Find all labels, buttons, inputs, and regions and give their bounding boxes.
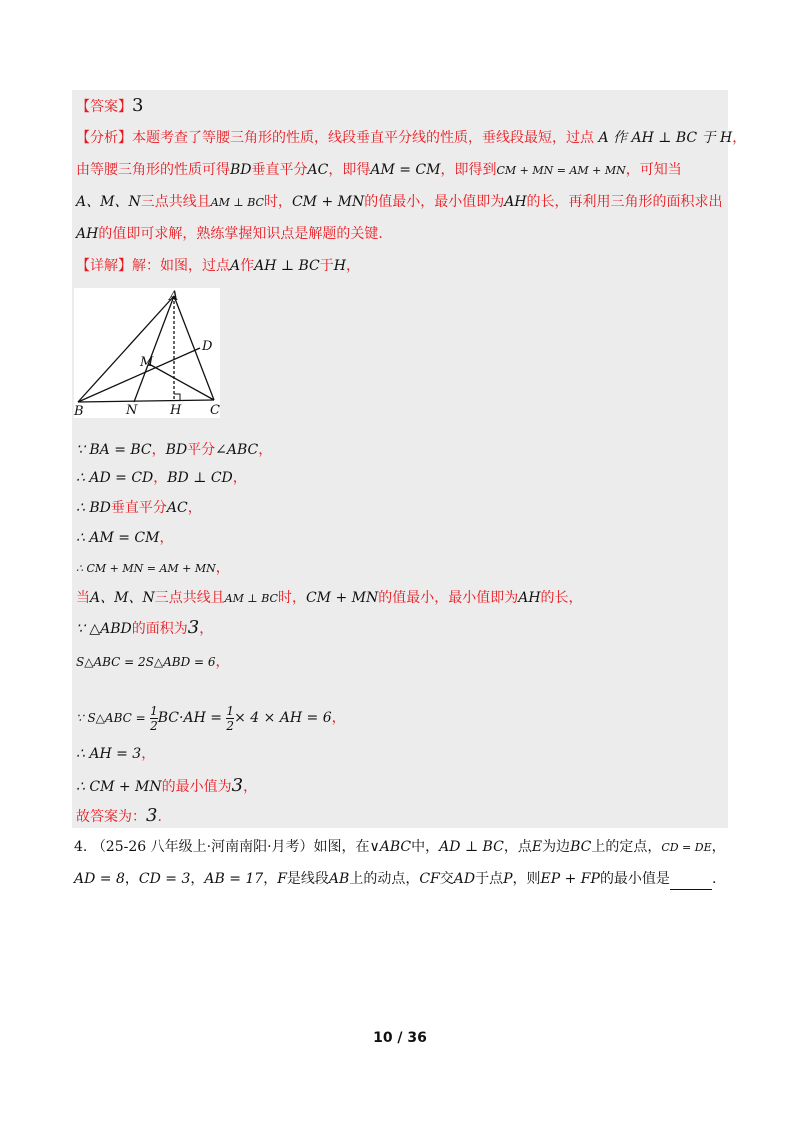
- detail-line: [76, 256, 360, 276]
- step-3: [76, 498, 202, 518]
- problem-math-1d: BC: [570, 839, 592, 855]
- label-M: M: [140, 355, 154, 370]
- step-7-text-b: ，: [199, 621, 214, 637]
- step-12-text-b: .: [157, 809, 162, 825]
- step-7: [76, 618, 213, 639]
- label-D: D: [202, 339, 213, 354]
- detail-text-a: 解：如图，过点: [132, 258, 230, 274]
- step-6: [76, 588, 583, 609]
- problem-math-1e: CD = DE: [661, 841, 712, 854]
- step-6-text-c: 时，: [277, 590, 306, 606]
- problem-math-2b: CD = 3: [138, 871, 191, 887]
- analysis-text-2b: 垂直平分: [251, 162, 308, 178]
- analysis-line-4: [76, 224, 383, 244]
- analysis-text-2c: ，即得: [328, 162, 371, 178]
- step-8-math: S△ABC = 2S△ABD = 6: [76, 655, 216, 669]
- step-5: [76, 558, 230, 579]
- segment-BC: [78, 400, 214, 402]
- detail-text-b: 作: [240, 258, 255, 274]
- detail-math-c: H: [333, 258, 346, 274]
- problem-math-1a: ∨ABC: [369, 839, 412, 855]
- step-9-math-2: BC·AH =: [157, 710, 222, 726]
- detail-label: 【详解】: [76, 258, 132, 274]
- problem-text-2h: ，则: [512, 871, 541, 887]
- step-1-math: ∵ BA = BC: [76, 442, 152, 458]
- step-6-text-a: 当: [76, 590, 90, 606]
- step-7-math: ∵ △ABD: [76, 621, 132, 637]
- step-6-math-2: AM ⊥ BC: [224, 592, 278, 605]
- step-6-text-d: 的值最小，最小值即为: [378, 590, 519, 606]
- analysis-math-2c: AM = CM: [370, 162, 441, 178]
- analysis-math-3c: CM + MN: [291, 194, 365, 210]
- step-2: [76, 468, 247, 488]
- step-11: [76, 776, 257, 797]
- step-9-math-3: × 4 × AH = 6: [234, 710, 332, 726]
- fraction-half-2: [226, 704, 234, 733]
- right-angle-mark: [174, 394, 180, 400]
- problem-text-2d: 是线段: [286, 871, 329, 887]
- analysis-math-1: A 作 AH ⊥ BC 于 H: [598, 130, 733, 146]
- fraction-half-1: [150, 704, 158, 733]
- analysis-line-3: [76, 192, 723, 213]
- step-10: [76, 744, 155, 764]
- step-1-text-c: ，: [258, 442, 273, 458]
- analysis-text-2d: ，即得到: [440, 162, 497, 178]
- step-1-math-3: ∠ABC: [215, 442, 259, 458]
- step-11-text-b: ，: [243, 779, 258, 795]
- analysis-line-1: 【分析】本题考查了等腰三角形的性质，线段垂直平分线的性质，垂线段最短，过点 A 作 AH ⊥ BC 于 H，: [76, 130, 747, 146]
- answer-blank[interactable]: [670, 875, 712, 890]
- problem-math-2i: EP + FP: [540, 871, 600, 887]
- analysis-text-2e: ，可知当: [625, 162, 682, 178]
- step-12-text-a: 故答案为：: [76, 809, 146, 825]
- step-9-text-a: ，: [331, 710, 346, 726]
- answer-label: 【答案】: [76, 99, 132, 115]
- detail-text-d: ，: [346, 258, 360, 274]
- step-2-text-a: ，: [153, 470, 168, 486]
- step-2-text-b: ，: [232, 470, 247, 486]
- frac-1-den: 2: [150, 718, 158, 733]
- step-3-math-2: AC: [166, 500, 188, 516]
- problem-text-2g: 于点: [475, 871, 504, 887]
- problem-source: （25-26 八年级上·河南南阳·月考）: [91, 839, 314, 855]
- step-6-math-1: A、M、N: [90, 590, 155, 606]
- problem-math-2e: AB: [328, 871, 350, 887]
- problem-math-2g: AD: [453, 871, 476, 887]
- segment-BD: [78, 348, 200, 402]
- answer-line: [76, 96, 143, 117]
- segment-BA: [78, 296, 174, 402]
- problem-text-2a: ，: [124, 871, 139, 887]
- step-12-math: 3: [146, 805, 158, 826]
- step-7-text-a: 的面积为: [131, 621, 188, 637]
- step-3-text-a: 垂直平分: [110, 500, 167, 516]
- label-N: N: [126, 403, 138, 418]
- problem-math-1b: AD ⊥ BC: [439, 839, 504, 855]
- triangle-diagram: [74, 288, 220, 418]
- analysis-text-2a: 由等腰三角形的性质可得: [76, 162, 230, 178]
- detail-math-a: A: [230, 258, 241, 274]
- step-4: [76, 528, 173, 548]
- label-A: A: [169, 289, 179, 304]
- label-C: C: [210, 403, 220, 418]
- step-5-text-a: ，: [215, 560, 230, 576]
- step-6-text-e: 的长，: [540, 590, 583, 606]
- analysis-line-2: [76, 160, 682, 181]
- problem-text-2e: 上的动点，: [349, 871, 420, 887]
- triangle-figure: [74, 288, 220, 418]
- step-1: [76, 440, 272, 460]
- problem-number: 4.: [74, 839, 88, 855]
- analysis-label: 【分析】: [76, 130, 132, 146]
- analysis-math-2a: BD: [230, 162, 252, 178]
- problem-text-1c: ，点: [503, 839, 532, 855]
- problem-4-line-1: [74, 836, 726, 859]
- step-6-text-b: 三点共线且: [154, 590, 225, 606]
- segment-AN: [134, 296, 174, 402]
- analysis-math-3d: AH: [504, 194, 527, 210]
- problem-text-1f: ，: [711, 839, 726, 855]
- page-number: 10 / 36: [373, 1030, 427, 1046]
- analysis-text-3b: 时，: [263, 194, 292, 210]
- detail-text-c: 于: [319, 258, 334, 274]
- problem-text-2b: ，: [190, 871, 205, 887]
- problem-text-1b: 中，: [411, 839, 440, 855]
- problem-text-2f: 交: [439, 871, 454, 887]
- problem-text-2j: .: [711, 871, 717, 887]
- analysis-text-4a: 的值即可求解，熟练掌握知识点是解题的关键.: [98, 226, 383, 242]
- analysis-text-1: 本题考查了等腰三角形的性质，线段垂直平分线的性质，垂线段最短，过点: [132, 130, 594, 146]
- analysis-text-3d: 的长，再利用三角形的面积求出: [526, 194, 723, 210]
- analysis-math-4a: AH: [76, 226, 99, 242]
- step-10-text-a: ，: [141, 746, 156, 762]
- answer-value: 3: [132, 95, 144, 116]
- frac-2-num: 1: [226, 703, 235, 718]
- analysis-math-3b: AM ⊥ BC: [210, 196, 264, 209]
- step-4-math: ∴ AM = CM: [76, 530, 160, 546]
- label-H: H: [170, 403, 182, 418]
- problem-text-2c: ，: [263, 871, 278, 887]
- step-11-math-2: 3: [231, 775, 244, 796]
- problem-math-2c: AB = 17: [204, 871, 264, 887]
- step-6-math-3: CM + MN: [305, 590, 379, 606]
- analysis-math-2d: CM + MN = AM + MN: [496, 164, 626, 177]
- step-9-math-1: ∵ S△ABC =: [76, 711, 146, 725]
- analysis-math-3a: A、M、N: [76, 194, 141, 210]
- step-10-math: ∴ AH = 3: [76, 746, 142, 762]
- step-8: [76, 652, 230, 672]
- label-B: B: [74, 404, 84, 418]
- step-5-math: ∴ CM + MN = AM + MN: [76, 562, 216, 575]
- step-11-math: ∴ CM + MN: [76, 779, 162, 795]
- problem-text-1e: 上的定点，: [591, 839, 662, 855]
- detail-math-b: AH ⊥ BC: [254, 258, 320, 274]
- problem-math-2a: AD = 8: [74, 871, 125, 887]
- step-9: [76, 700, 346, 736]
- step-11-text-a: 的最小值为: [161, 779, 232, 795]
- analysis-text-3a: 三点共线且: [140, 194, 211, 210]
- step-8-text-a: ，: [215, 654, 230, 670]
- step-1-math-2: BD: [165, 442, 188, 458]
- analysis-math-2b: AC: [307, 162, 329, 178]
- problem-4-line-2: [74, 868, 716, 890]
- step-12: [76, 806, 162, 827]
- problem-math-2f: CF: [419, 871, 440, 887]
- problem-math-2d: F: [277, 871, 287, 887]
- step-7-math-2: 3: [187, 617, 200, 638]
- problem-math-2h: P: [503, 871, 513, 887]
- frac-1-num: 1: [150, 703, 158, 718]
- problem-text-1a: 如图，在: [313, 839, 370, 855]
- problem-text-1d: 为边: [542, 839, 571, 855]
- step-1-text-a: ，: [151, 442, 166, 458]
- step-1-text-b: 平分: [187, 442, 216, 458]
- frac-2-den: 2: [226, 718, 235, 733]
- problem-text-2i: 的最小值是: [599, 871, 670, 887]
- step-2-math: ∴ AD = CD: [76, 470, 154, 486]
- step-4-text-a: ，: [159, 530, 174, 546]
- analysis-text-3c: 的值最小，最小值即为: [364, 194, 505, 210]
- step-2-math-2: BD ⊥ CD: [167, 470, 233, 486]
- step-3-text-b: ，: [187, 500, 202, 516]
- problem-math-1c: E: [531, 839, 543, 855]
- step-3-math: ∴ BD: [76, 500, 111, 516]
- step-6-math-4: AH: [518, 590, 541, 606]
- segment-MC: [149, 364, 214, 400]
